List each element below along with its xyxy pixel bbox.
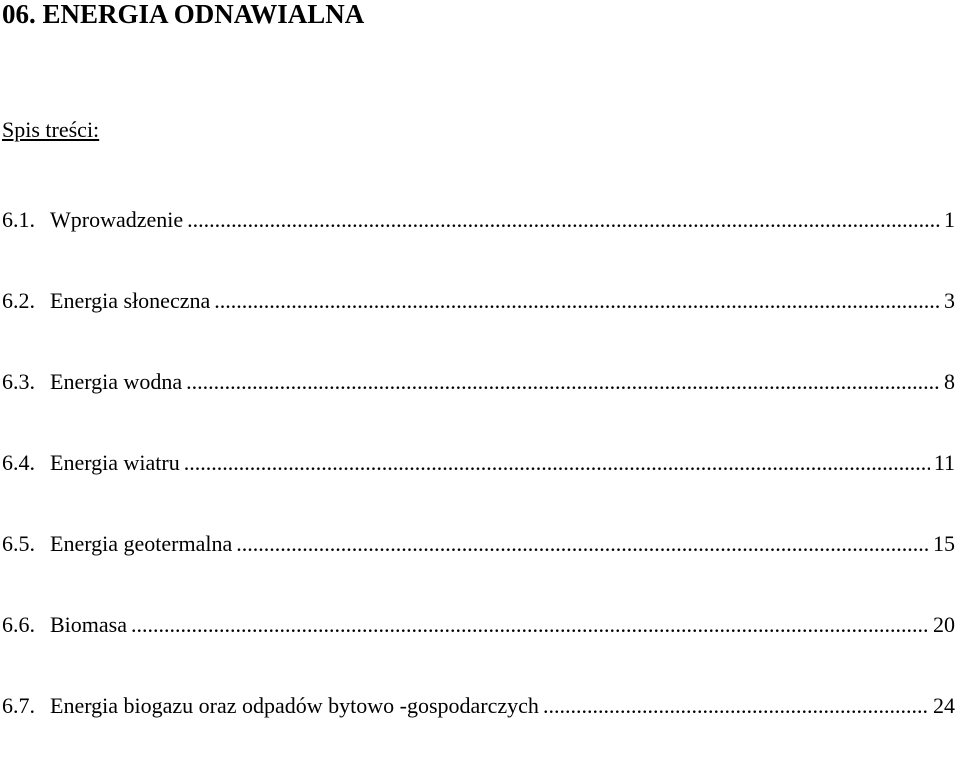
toc-dot-leader	[186, 368, 940, 396]
toc-dot-leader	[187, 206, 940, 234]
toc-dot-leader	[184, 449, 930, 477]
table-of-contents	[2, 206, 955, 773]
toc-entry-label: Biomasa	[50, 612, 127, 637]
toc-entry-number: 6.7.	[2, 693, 35, 718]
toc-dot-leader	[214, 287, 940, 315]
toc-entry-number: 6.2.	[2, 288, 35, 313]
toc-entry-page: 1	[944, 207, 955, 232]
toc-entry-energia-biogazu[interactable]	[2, 692, 955, 773]
toc-entry-page: 8	[944, 369, 955, 394]
toc-entry-number: 6.5.	[2, 531, 35, 556]
toc-entry-number: 6.1.	[2, 207, 35, 232]
toc-entry-page: 24	[933, 693, 955, 718]
toc-entry-page: 15	[933, 531, 955, 556]
toc-entry-page: 3	[944, 288, 955, 313]
toc-title: Spis treści:	[2, 117, 100, 142]
chapter-heading: 06. ENERGIA ODNAWIALNA	[2, 0, 365, 29]
toc-entry-label: Energia słoneczna	[50, 288, 211, 313]
toc-entry-number: 6.4.	[2, 450, 35, 475]
toc-dot-leader	[236, 530, 929, 558]
toc-entry-wprowadzenie[interactable]	[2, 206, 955, 287]
toc-entry-energia-sloneczna[interactable]	[2, 287, 955, 368]
toc-entry-number: 6.6.	[2, 612, 35, 637]
toc-entry-number: 6.3.	[2, 369, 35, 394]
toc-entry-label: Energia wodna	[50, 369, 183, 394]
toc-entry-label: Energia geotermalna	[50, 531, 233, 556]
toc-entry-energia-wiatru[interactable]	[2, 449, 955, 530]
toc-entry-energia-geotermalna[interactable]	[2, 530, 955, 611]
toc-entry-label: Wprowadzenie	[50, 207, 184, 232]
toc-dot-leader	[543, 692, 929, 720]
toc-entry-page: 20	[933, 612, 955, 637]
toc-entry-energia-wodna[interactable]	[2, 368, 955, 449]
toc-entry-label: Energia wiatru	[50, 450, 180, 475]
toc-dot-leader	[131, 611, 929, 639]
toc-entry-page: 11	[933, 450, 955, 475]
toc-entry-label: Energia biogazu oraz odpadów bytowo -gospodarczych	[50, 693, 539, 718]
toc-entry-biomasa[interactable]	[2, 611, 955, 692]
